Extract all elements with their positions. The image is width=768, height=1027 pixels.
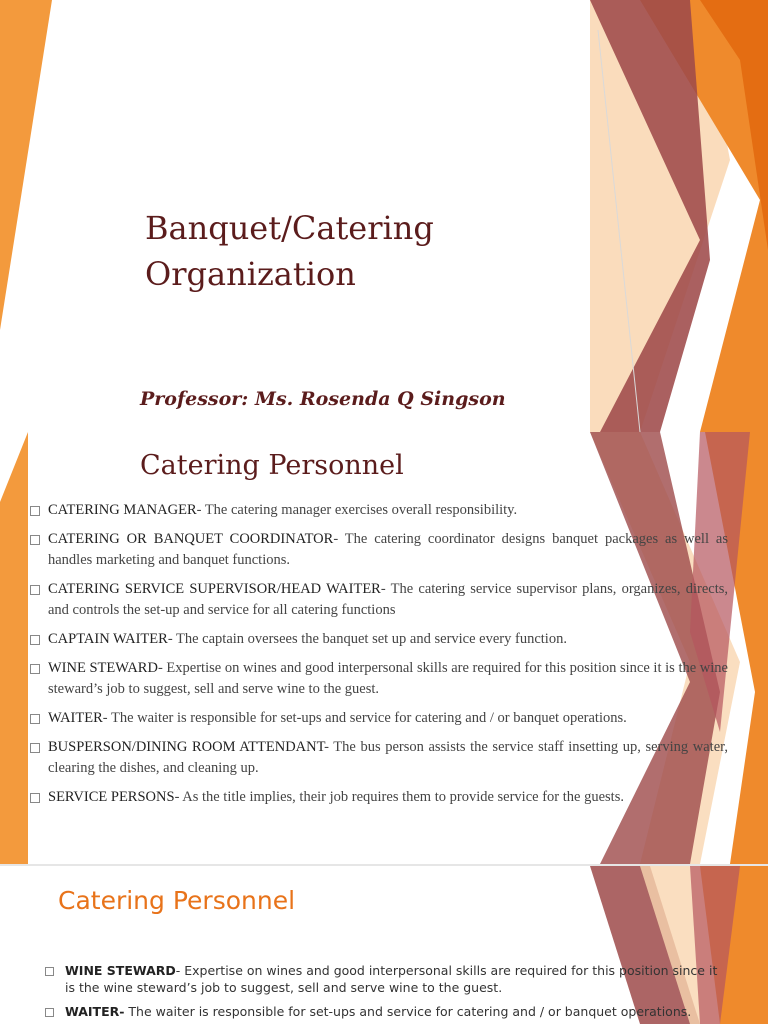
square-bullet-icon [30,506,40,516]
list-item: WINE STEWARD- Expertise on wines and good interpersonal skills are required for this position since it is the wine steward’s job to suggest, sell and serve wine to the guest. [30,658,728,700]
square-bullet-icon [30,535,40,545]
list-item: CATERING MANAGER- The catering manager exercises overall responsibility. [30,500,728,521]
list-item: BUSPERSON/DINING ROOM ATTENDANT- The bus person assists the service staff insetting up, serving water, clearing the dishes, and cleaning up. [30,737,728,779]
list-item: CATERING SERVICE SUPERVISOR/HEAD WAITER- The catering service supervisor plans, organizes, directs, and controls the set-up and service for all catering functions [30,579,728,621]
slide2-title: Catering Personnel [140,450,404,481]
list-item: CATERING OR BANQUET COORDINATOR- The catering coordinator designs banquet packages as well as handles marketing and banquet functions. [30,529,728,571]
professor-name: Professor: Ms. Rosenda Q Singson [140,388,506,410]
list-item: WAITER- The waiter is responsible for set-ups and service for catering and / or banquet operations. [45,1003,725,1020]
slide-title [145,205,565,297]
square-bullet-icon [45,967,54,976]
list-item: WAITER- The waiter is responsible for set-ups and service for catering and / or banquet operations. [30,708,728,729]
personnel-list-continued [45,962,725,1027]
title-line-2: Organization [145,255,356,293]
title-slide [0,0,768,432]
square-bullet-icon [30,635,40,645]
list-item: CAPTAIN WAITER- The captain oversees the banquet set up and service every function. [30,629,728,650]
list-item: SERVICE PERSONS- As the title implies, their job requires them to provide service for the guests. [30,787,728,808]
slide3-title: Catering Personnel [58,886,296,915]
square-bullet-icon [30,585,40,595]
square-bullet-icon [30,793,40,803]
square-bullet-icon [30,714,40,724]
square-bullet-icon [45,1008,54,1017]
square-bullet-icon [30,743,40,753]
square-bullet-icon [30,664,40,674]
left-orange-shape [0,0,52,330]
list-item: WINE STEWARD- Expertise on wines and good interpersonal skills are required for this position since it is the wine steward’s job to suggest, sell and serve wine to the guest. [45,962,725,996]
personnel-list [30,500,728,816]
title-line-1: Banquet/Catering [145,209,434,247]
left-orange-bar [0,432,28,864]
